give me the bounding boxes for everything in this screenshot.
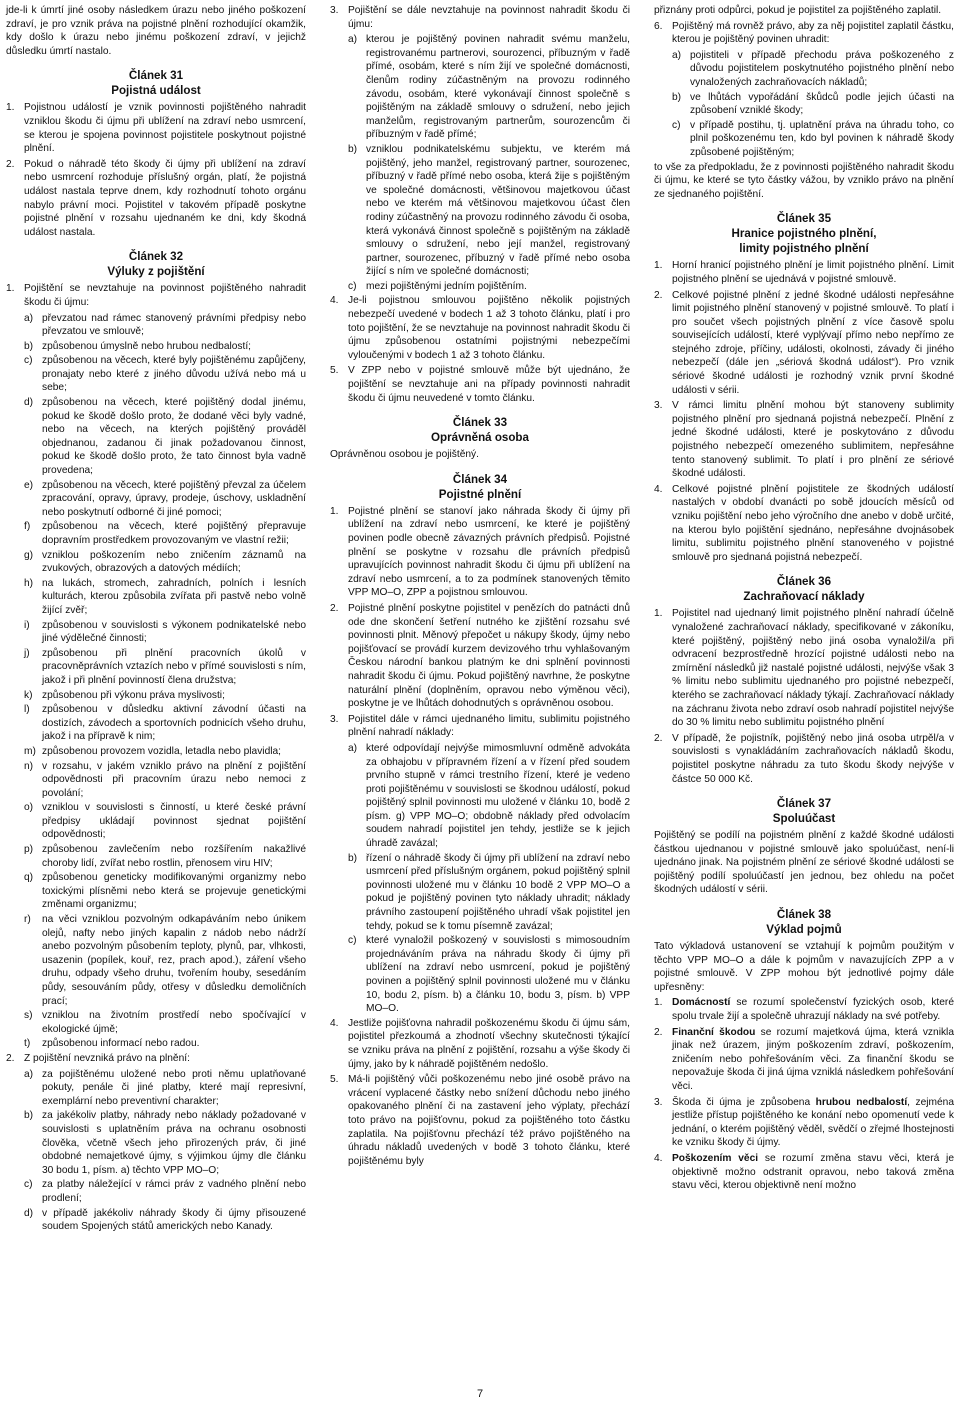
item-text: způsobenou na věcech, které byly pojištěnému zapůjčeny, pronajaty nebo které z jiného důvodu užívá nebo má u sebe; bbox=[42, 355, 306, 394]
item-marker: r) bbox=[24, 914, 31, 926]
item-marker: 2. bbox=[654, 732, 663, 744]
item-marker: 3. bbox=[654, 400, 663, 412]
item-marker: k) bbox=[24, 689, 33, 701]
column-left bbox=[6, 4, 306, 1235]
item-text: v rozsahu, v jakém vzniklo právo na plnění z pojištění odpovědnosti při pracovním úrazu nebo nemoci z povolání; bbox=[42, 760, 306, 799]
numbered-item bbox=[330, 505, 630, 600]
item-text: na lukách, stromech, zahradních, polních i lesních kulturách, kterou způsobila zvířata při pastvě nebo volně žijící zvěř; bbox=[42, 577, 306, 616]
item-text: způsobenou na věcech, které pojištěný převzal za účelem zpracování, opravy, úpravy, prodeje, úschovy, uskladnění nebo poskytnutí odborné či jiné pomoci; bbox=[42, 479, 306, 518]
item-text: vzniklou poškozením nebo zničením záznamů na zvukových, obrazových a datových médiích; bbox=[42, 549, 306, 575]
item-text: způsobenou úmyslně nebo hrubou nedbalostí; bbox=[42, 340, 251, 352]
numbered-item bbox=[654, 259, 954, 286]
lettered-item bbox=[6, 913, 306, 1008]
lettered-item bbox=[6, 479, 306, 520]
lettered-item bbox=[6, 745, 306, 759]
numbered-item bbox=[654, 1026, 954, 1094]
item-text: Celkové pojistné plnění pojistitele ze škodných událostí nastalých v období dvanácti po sobě jdoucích měsíců od vzniku pojištění nebo jeho výročního dne anebo v době určité, na kterou bylo pojištění sjednáno, nepřesáhne dvojnásobek limitu, sublimitu pojistného plnění stanoveného v pojistné smlouvě pro sjednaná pojistná nebezpečí. bbox=[672, 483, 954, 563]
numbered-item bbox=[330, 1073, 630, 1168]
item-text: Pojistnou událostí je vznik povinnosti pojištěného nahradit vzniklou škodu či újmu při ublížení na zdraví nebo usmrcení, se kterou je spojena povinnost pojistitele poskytnout pojistné plnění. bbox=[24, 102, 306, 155]
item-text: V rámci limitu plnění mohou být stanoveny sublimity pojistného plnění pro sjednaná pojistná nebezpečí. Plnění z jedné škodné události, které je poskytováno z důvodu pojistného nebezpečí omezeného sublimitem, nepřesáhne tento stanovený sublimit. To platí i pro plnění ze sériové škodné události. bbox=[672, 400, 954, 480]
item-text: v případě jakékoliv náhrady škody či újmy přisouzené soudem Spojených států amerických nebo Kanady. bbox=[42, 1207, 306, 1233]
article-heading bbox=[654, 211, 954, 256]
item-text: se rozumí společenství fyzických osob, které spolu trvale žijí a společně uhrazují náklady na své potřeby. bbox=[672, 997, 954, 1023]
item-text: se rozumí majetková újma, která vznikla jinak než úrazem, jiným poškozením zdraví, poškozením, zničením nebo pohřešováním věci. Za finanční škodu se nepovažuje škoda či jiná újma vzniklá následkem pohřešování věci. bbox=[672, 1026, 954, 1092]
item-marker: n) bbox=[24, 760, 34, 772]
article-number: Článek 36 bbox=[776, 575, 832, 589]
paragraph: Pojištěný se podílí na pojistném plnění z každé škodné události částkou ujednanou v pojistné smlouvě jako spoluúčast, není-li ujednáno jinak. Na pojistném plnění ze sériové škodné události se pojištěný podílí spoluúčastí jen jednou, bez ohledu na počet škodných událostí v sérii. bbox=[654, 830, 954, 896]
item-text: vzniklou na životním prostředí nebo spočívající v ekologické újmě; bbox=[42, 1010, 306, 1035]
item-marker: h) bbox=[24, 577, 34, 589]
item-text: za platby náležející v rámci práv z vadného plnění nebo prodlení; bbox=[42, 1179, 306, 1204]
defined-term: Domácností bbox=[672, 997, 731, 1009]
item-text: Škoda či újma je způsobena bbox=[672, 1096, 816, 1108]
numbered-item bbox=[654, 1096, 954, 1150]
item-marker: 5. bbox=[330, 365, 339, 377]
item-marker: a) bbox=[24, 312, 34, 324]
defined-term: Finanční škodou bbox=[672, 1026, 756, 1038]
lettered-item bbox=[6, 1037, 306, 1051]
article-heading bbox=[654, 574, 954, 604]
item-marker: 4. bbox=[330, 1017, 339, 1029]
lettered-item bbox=[330, 934, 630, 1016]
item-text: způsobenou provozem vozidla, letadla nebo plavidla; bbox=[42, 745, 281, 757]
item-text: Jestliže pojišťovna nahradil poškozenému škodu či újmu sám, pojistitel přezkoumá a zhodnotí všechny skutečnosti týkající se vzniku práva na plnění z pojištění, rozsahu a výše škody či újmy, jako by k náhradě pojištěném nedošlo. bbox=[348, 1017, 630, 1070]
article-number: Článek 31 bbox=[128, 69, 184, 83]
item-marker: q) bbox=[24, 872, 34, 884]
item-text: vzniklou v souvislosti s činností, u které české právní předpisy ukládají povinnost sjednat pojištění odpovědnosti; bbox=[42, 802, 306, 841]
item-marker: c) bbox=[24, 355, 33, 367]
lettered-item bbox=[330, 33, 630, 142]
item-marker: b) bbox=[348, 143, 358, 155]
article-heading bbox=[330, 472, 630, 502]
numbered-item bbox=[330, 713, 630, 740]
item-marker: 3. bbox=[654, 1096, 663, 1108]
lettered-item bbox=[6, 801, 306, 842]
numbered-item bbox=[330, 1017, 630, 1071]
item-text: způsobenou při plnění pracovních úkolů v pracovněprávních vztazích nebo v přímé souvislosti s ním, jakož i při plnění povinností člena družstva; bbox=[42, 647, 306, 686]
item-marker: a) bbox=[348, 742, 358, 754]
item-text: způsobenou na věcech, které pojištěný dodal jinému, pokud ke škodě došlo proto, že dodané věci byly vadné, nebo na věcech, na kterých pojištěný prováděl objednanou, zadanou či jinak požadovanou činnost, pokud ke škodě došlo proto, že tato činnost byla vadně provedena; bbox=[42, 397, 306, 477]
article-title: Výklad pojmů bbox=[766, 923, 842, 937]
item-marker: c) bbox=[24, 1179, 33, 1191]
item-text: V případě, že pojistník, pojištěný nebo jiná osoba utrpěl/a v souvislosti s vynakládáním zachraňovacích nákladů škodu, pojistitel poskytne náhradu za tuto škodu škody nejvýše v částce 50 000 Kč. bbox=[672, 732, 954, 785]
lettered-item bbox=[6, 703, 306, 744]
numbered-item bbox=[6, 158, 306, 240]
numbered-item bbox=[330, 364, 630, 405]
article-number: Článek 32 bbox=[128, 250, 184, 264]
column-right bbox=[654, 4, 954, 1195]
item-text: Pojistné plnění poskytne pojistitel v penězích do patnácti dnů ode dne skončení šetření nutného ke zjištění rozsahu své povinnosti plnit. Měnový přepočet u nákupy škody, újmy nebo pojišťovací se provádí kurzem devizového trhu vyhlašovaným Českou národní bankou platným ke dni splnění povinnosti nahradit škodu či újmu. Pokud pojištěný navrhne, že poskytne naturální plnění (doplněním, opravou nebo výměnou věci), poskytne je ve lhůtách dohodnutých s oprávněnou osobou. bbox=[348, 602, 630, 710]
article-title: Pojistné plnění bbox=[438, 487, 522, 501]
item-marker: j) bbox=[24, 647, 30, 659]
numbered-item bbox=[654, 996, 954, 1023]
item-text: vzniklou podnikatelskému subjektu, ve kterém má pojištěný, jeho manžel, registrovaný partner, sourozenec, příbuzný v řadě přímé nebo osoba, která žije s pojištěným ve společné domácnosti, většinovou majetkovou účast nebo ve kterém má většinovou majetkovou účast člen rodiny zúčastněný na provozu rodinného závodu či osoba, která vykonává činnost společně s pojištěným na základě smlouvy o sdružení, nebo její manžel, registrovaný partner, sourozenec, příbuzný v řadě přímé nebo osoba žijící s ním ve společné domácnosti; bbox=[366, 143, 630, 278]
article-number: Článek 34 bbox=[452, 472, 508, 486]
lettered-item bbox=[654, 49, 954, 90]
item-text: se rozumí změna stavu věci, která je objektivně možno odstranit opravou, nebo taková změna stavu věci, kterou objektivně není možno bbox=[672, 1152, 954, 1192]
lettered-item bbox=[6, 689, 306, 703]
article-number: Článek 38 bbox=[776, 908, 832, 922]
item-text: způsobenou v důsledku aktivní závodní účasti na dostizích, závodech a sportovních podnicích všeho druhu, jakož i na přípravě k nim; bbox=[42, 704, 306, 743]
item-marker: a) bbox=[348, 34, 358, 46]
lettered-item bbox=[6, 843, 306, 870]
item-text: Pojistné plnění se stanoví jako náhrada škody či újmy při ublížení na zdraví nebo usmrcení, ke které je pojištěný povinen podle obecně závazných právních předpisů. Pojistné plnění se poskytne v rozsahu dle právních předpisů upravujících povinnost nahradit škodu či újmu při ublížení na zdraví nebo usmrcení, a to za podmínek stanovených těmito VPP MO–O, ZPP a pojistnou smlouvou. bbox=[348, 505, 630, 599]
item-marker: c) bbox=[672, 119, 681, 131]
item-marker: c) bbox=[348, 935, 357, 947]
lettered-item bbox=[6, 619, 306, 646]
article-heading bbox=[6, 249, 306, 279]
article-title: Výluky z pojištění bbox=[107, 265, 205, 279]
column-middle bbox=[330, 4, 630, 1170]
item-marker: a) bbox=[24, 1068, 34, 1080]
item-marker: g) bbox=[24, 549, 34, 561]
lettered-item bbox=[6, 760, 306, 801]
item-text: způsobenou na věcech, které pojištěný přepravuje dopravním prostředkem provozovaným ve vlastní režii; bbox=[42, 521, 306, 546]
article-heading bbox=[654, 907, 954, 937]
item-text: Pojištěný má rovněž právo, aby za něj pojistitel zaplatil částku, kterou je pojištěný povinen uhradit: bbox=[672, 20, 954, 46]
item-text: Celkové pojistné plnění z jedné škodné události nepřesáhne limit pojistného plnění stanovený v pojistné smlouvě. To platí i pro součet všech pojistných plnění z více časově spolu souvisejících událostí, které vyplývají přímo nebo nepřímo ze stejného zdroje, příčiny, události, okolnosti, závady či jiného nebezpečí (dále jen „sériová škodná událost“). Pro vznik sériové škodné události je rozhodný vznik první škodné události v sérii. bbox=[672, 289, 954, 396]
defined-term: hrubou nedbalostí bbox=[815, 1096, 908, 1108]
item-marker: 5. bbox=[330, 1074, 339, 1086]
item-marker: 4. bbox=[654, 1152, 663, 1164]
page-number: 7 bbox=[476, 1388, 484, 1400]
item-marker: l) bbox=[24, 704, 30, 716]
lettered-item bbox=[654, 119, 954, 160]
item-marker: 2. bbox=[6, 1052, 15, 1064]
article-number: Článek 35 bbox=[776, 212, 832, 226]
item-text: Pojistitel nad ujednaný limit pojistného plnění nahradí účelně vynaložené zachraňovací náklady, specifikované v zákoníku, které pojištěný, pojištěný nebo jiná osoba vynaložil/a při odvracení bezprostředně hrozící pojistné události nebo na zmírnění následků již nastalé pojistné události, nejvýše však 3 % limitu nebo sublimitu ujednaného pro pojistné nebezpečí, kterého se zachraňovací náklady týkají. Zachraňovací náklady na záchranu života nebo zdraví osob nahradí pojistitel nejvýše do 30 % limitu nebo sublimitu pojistného plnění bbox=[672, 608, 954, 729]
lettered-item bbox=[6, 577, 306, 618]
item-text: za pojištěnému uložené nebo proti němu uplatňované pokuty, penále či jiné platby, které mají represivní, exemplární nebo preventivní charakter; bbox=[42, 1068, 306, 1107]
numbered-item bbox=[330, 294, 630, 362]
item-text: způsobenou informací nebo radou. bbox=[42, 1038, 200, 1050]
paragraph: to vše za předpokladu, že z povinnosti pojištěného nahradit škodu či újmu, ke které se tyto částky vážou, by vzniklo právo na plnění ze sjednaného pojištění. bbox=[654, 161, 954, 200]
numbered-item bbox=[6, 282, 306, 309]
article-title: limity pojistného plnění bbox=[739, 242, 869, 256]
numbered-item bbox=[330, 602, 630, 711]
item-text: za jakékoliv platby, náhrady nebo náklady požadované v souvislosti s uplatněním práva na ochranu osobnosti člověka, včetně všech jeho přirozených práv, či jiné obdobné nemajetkové újmy, s výjimkou újmy dle článku 30 bodu 1, písm. a) těchto VPP MO–O; bbox=[42, 1110, 306, 1176]
item-text: Z pojištění nevzniká právo na plnění: bbox=[24, 1052, 190, 1064]
item-text: které vynaložil poškozený v souvislosti s mimosoudním projednáváním práva na náhradu škody či újmy při ublížení na zdraví nebo usmrcení, pokud je pojištěný povinen a pojištěný splnil povinnosti uložené mu v článku 10, bodu 2, písm. b) a článku 10, bodu 3, písm. b) VPP MO–O. bbox=[366, 935, 630, 1015]
item-marker: 1. bbox=[654, 997, 663, 1009]
article-heading bbox=[654, 796, 954, 826]
item-marker: 4. bbox=[330, 295, 339, 307]
item-text: Pojistitel dále v rámci ujednaného limitu, sublimitu pojistného plnění nahradí náklady: bbox=[348, 713, 630, 739]
lettered-item bbox=[6, 871, 306, 912]
item-text: způsobenou zavlečením nebo rozšířením nakažlivé choroby lidí, zvířat nebo rostlin, přenosem viru HIV; bbox=[42, 844, 306, 869]
item-marker: b) bbox=[672, 91, 682, 103]
lettered-item bbox=[6, 1109, 306, 1177]
article-number: Článek 37 bbox=[776, 797, 832, 811]
item-marker: e) bbox=[24, 479, 34, 491]
article-title: Zachraňovací náklady bbox=[743, 590, 865, 604]
lettered-item bbox=[6, 1068, 306, 1109]
item-text: ve lhůtách vypořádání škůdců podle jejich účasti na způsobení vzniklé škody; bbox=[690, 91, 954, 117]
lettered-item bbox=[330, 143, 630, 279]
numbered-item bbox=[654, 399, 954, 481]
lettered-item bbox=[330, 852, 630, 934]
item-text: Pojištění se dále nevztahuje na povinnost nahradit škodu či újmu: bbox=[348, 5, 630, 30]
item-marker: d) bbox=[24, 397, 34, 409]
article-title: Hranice pojistného plnění, bbox=[731, 227, 877, 241]
article-title: Pojistná událost bbox=[111, 84, 201, 98]
article-number: Článek 33 bbox=[452, 416, 508, 430]
item-marker: 1. bbox=[6, 102, 15, 114]
item-marker: 1. bbox=[654, 608, 663, 620]
numbered-item bbox=[6, 1052, 306, 1066]
lettered-item bbox=[6, 396, 306, 478]
item-text: způsobenou geneticky modifikovanými organizmy nebo toxickými plísněmi nebo která se projevuje genetickými změnami organizmu; bbox=[42, 872, 306, 911]
item-text: V ZPP nebo v pojistné smlouvě může být ujednáno, že pojištění se nevztahuje ani na případy povinnosti nahradit škodu či újmu neuvedené v tomto článku. bbox=[348, 365, 630, 404]
item-marker: a) bbox=[672, 49, 682, 61]
item-text: v případě postihu, tj. uplatnění práva na úhradu toho, co plnil poškozenému ten, kdo byl povinen k náhradě škody způsobené pojištěným; bbox=[690, 119, 954, 158]
lettered-item bbox=[6, 312, 306, 339]
item-text: způsobenou při výkonu práva myslivosti; bbox=[42, 689, 225, 701]
paragraph: přiznány proti odpůrci, pokud je pojistitel za pojištěného zaplatil. bbox=[654, 5, 942, 16]
item-marker: 2. bbox=[654, 1026, 663, 1038]
numbered-item bbox=[330, 4, 630, 31]
article-title: Spoluúčast bbox=[772, 812, 836, 826]
lettered-item bbox=[6, 520, 306, 547]
paragraph: jde-li k úmrtí jiné osoby následkem úrazu nebo jiného poškození zdraví, je pro vznik práva na pojistné plnění rozhodující okamžik, kdy došlo k úrazu nebo jinému poškození zdraví, v jejichž důsledku úmrtí nastalo. bbox=[6, 5, 306, 57]
item-marker: 1. bbox=[330, 505, 339, 517]
lettered-item bbox=[654, 91, 954, 118]
numbered-item bbox=[654, 289, 954, 398]
item-text: Horní hranicí pojistného plnění je limit pojistného plnění. Limit pojistného plnění se ujednává v pojistné smlouvě. bbox=[672, 260, 954, 285]
item-marker: o) bbox=[24, 802, 34, 814]
item-text: způsobenou v souvislosti s výkonem podnikatelské nebo jiné výdělečné činnosti; bbox=[42, 619, 306, 645]
lettered-item bbox=[6, 340, 306, 354]
item-text: kterou je pojištěný povinen nahradit svému manželu, registrovanému partnerovi, sourozenci, příbuzným v řadě přímé, osobám, které s ním žijí ve společné domácnosti, členům rodiny zúčastněným na provozu rodinného závodu, osobám, které vykonávají činnost společně s pojištěným na základě smlouvy o sdružení, nebo jejich manželům, registrovaným partnerům, sourozencům či příbuzným v řadě přímé; bbox=[366, 34, 630, 141]
numbered-item bbox=[654, 483, 954, 565]
item-text: na věci vzniklou pozvolným odkapáváním nebo únikem olejů, nafty nebo jiných kapalin z nádob nebo nádrží anebo pozvolným působením teploty, plynů, par, vlhkosti, usazenin (popílek, kouř, rez, prach apod.), záření všeho druhu, odpady všeho druhu, tvořením houby, sesedáním půdy, sesouváním půdy, otřesy v důsledku demoličních prací; bbox=[42, 914, 306, 1007]
item-text: mezi pojištěnými jedním pojištěním. bbox=[366, 280, 527, 292]
item-marker: i) bbox=[24, 619, 30, 631]
item-marker: c) bbox=[348, 280, 357, 292]
item-marker: 2. bbox=[330, 602, 339, 614]
item-marker: t) bbox=[24, 1038, 31, 1050]
paragraph: Tato výkladová ustanovení se vztahují k pojmům použitým v těchto VPP MO–O a dále k pojmům v navazujících ZPP a v pojistné smlouvě. V ZPP mohou být jednotlivé pojmy dále upřesněny: bbox=[654, 941, 954, 993]
article-heading bbox=[330, 415, 630, 445]
item-marker: 1. bbox=[654, 260, 663, 272]
lettered-item bbox=[6, 1009, 306, 1036]
item-text: Pokud o náhradě této škody či újmy při ublížení na zdraví nebo usmrcení rozhoduje příslušný orgán, platí, že pojistná událost nastala teprve dnem, kdy rozhodnutí tohoto orgánu nabylo právní moci. Pojistitel v takovém případě poskytne pojistné plnění v rozsahu ujednaném ke dni, kdy škodná událost nastala. bbox=[24, 158, 306, 238]
item-marker: b) bbox=[24, 1110, 34, 1122]
numbered-item bbox=[654, 20, 954, 47]
lettered-item bbox=[6, 1207, 306, 1234]
item-text: které odpovídají nejvýše mimosmluvní odměně advokáta za obhajobu v přípravném řízení a v řízení před soudem prvního stupně v rámci trestního řízení, které je vedeno proti pojištěnému v souvislosti se škodnou událostí, pokud pojištěný splnil povinnosti mu uložené v článku 10, bodě 2 písm. g) VPP MO–O; obdobně náklady před odvolacím soudem nahradí pojistitel jen tehdy, jestliže se k jejich úhradě zavázal; bbox=[366, 742, 630, 850]
lettered-item bbox=[6, 647, 306, 688]
item-marker: 2. bbox=[6, 158, 15, 170]
lettered-item bbox=[330, 280, 630, 294]
item-marker: 3. bbox=[330, 713, 339, 725]
numbered-item bbox=[654, 732, 954, 786]
item-marker: 1. bbox=[6, 283, 15, 295]
defined-term: Poškozením věci bbox=[672, 1152, 759, 1164]
lettered-item bbox=[330, 742, 630, 851]
item-marker: b) bbox=[348, 852, 358, 864]
item-marker: 3. bbox=[330, 5, 339, 16]
item-text: řízení o náhradě škody či újmy při ublížení na zdraví nebo usmrcení před příslušným orgánem, pokud pojištěný splnil povinnosti uložené mu v článku 10 bodě 2 VPP MO–O a pokud je pojištěný povinen tyto náklady uhradit; náklady právního zastoupení pojištěného uhradí však pojistitel jen tehdy, pokud se k tomu písemně zavázal; bbox=[366, 852, 630, 932]
item-marker: p) bbox=[24, 844, 34, 856]
paragraph: Oprávněnou osobou je pojištěný. bbox=[330, 449, 479, 461]
item-marker: f) bbox=[24, 521, 31, 533]
lettered-item bbox=[6, 354, 306, 395]
lettered-item bbox=[6, 549, 306, 576]
item-marker: 4. bbox=[654, 483, 663, 495]
item-text: Pojištění se nevztahuje na povinnost pojištěného nahradit škodu či újmu: bbox=[24, 283, 306, 308]
item-text: převzatou nad rámec stanovený právními předpisy nebo převzatou ve smlouvě; bbox=[42, 312, 306, 338]
item-text: Má-li pojištěný vůči poškozenému nebo jiné osobě právo na vrácení vyplacené částky nebo snížení důchodu nebo jiného opakovaného plnění či na zastavení jeho výplaty, přechází toto právo na pojišťovnu, pokud za pojištěného toto částku zaplatila. Na pojišťovnu přechází též právo pojištěného na úhradu nákladů uvedených v bodě 3 tohoto článku, které pojištěnému byly bbox=[348, 1074, 630, 1167]
numbered-item bbox=[654, 1152, 954, 1193]
item-marker: m) bbox=[24, 745, 36, 757]
numbered-item bbox=[654, 607, 954, 729]
item-text: , zejména jestliže přístup pojištěného ke konání nebo opomenutí vede k jednání, o kterém pojištěný věděl, svědčí o zřejmé lhostejnosti ke vzniku škody či újmy. bbox=[672, 1096, 954, 1149]
item-marker: s) bbox=[24, 1010, 33, 1022]
item-text: Je-li pojistnou smlouvou pojištěno několik pojistných nebezpečí uvedené v bodech 1 až 3 tohoto článku, platí i pro toto pojištění, že se nevztahuje na povinnost nahradit škodu či újmu způsobenou ostatními pojistnými nebezpečími vyloučenými v bodech 1 až 3 tohoto článku. bbox=[348, 295, 630, 361]
item-marker: b) bbox=[24, 340, 34, 352]
article-title: Oprávněná osoba bbox=[431, 431, 529, 445]
item-text: pojistiteli v případě přechodu práva poškozeného z důvodu pojistitelem poskytnutého pojistného plnění nebo vynaložených zachraňovacích nákladů; bbox=[690, 49, 954, 88]
item-marker: 2. bbox=[654, 289, 663, 301]
item-marker: d) bbox=[24, 1207, 34, 1219]
numbered-item bbox=[6, 101, 306, 155]
article-heading bbox=[6, 68, 306, 98]
lettered-item bbox=[6, 1178, 306, 1205]
item-marker: 6. bbox=[654, 20, 663, 32]
